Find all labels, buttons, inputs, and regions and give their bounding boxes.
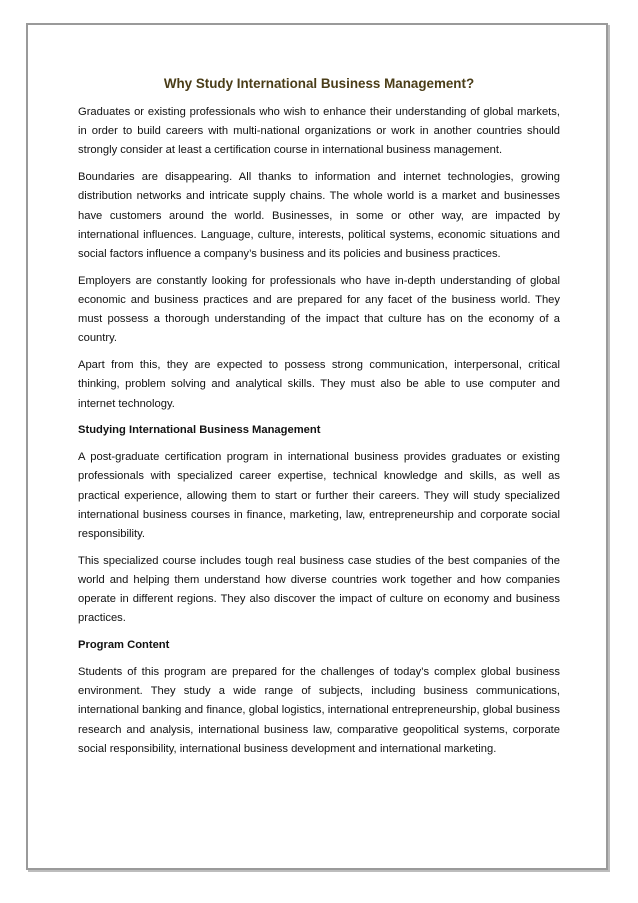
paragraph-subjects: Students of this program are prepared for the challenges of today’s complex global business environment. They study a wide range of subjects, including business communications, international banking and finance, global logistics, international entrepreneurship, global business research and analysis, international business law, comparative geopolitical systems, corporate social responsibility, international business development and international marketing. [78,666,560,755]
page-title: Why Study International Business Management? [163,76,475,91]
paragraph-skills: Apart from this, they are expected to possess strong communication, interpersonal, critical thinking, problem solving and analytical skills. They must also be able to use computer and internet technology. [78,359,560,410]
paragraph-employers: Employers are constantly looking for professionals who have in-depth understanding of global economic and business practices and are prepared for any facet of the business world. They must possess a thorough understanding of the impact that culture has on the economy of a country. [78,274,560,345]
paragraph-program: A post-graduate certification program in international business provides graduates or existing professionals with specialized career expertise, technical knowledge and skills, as well as practical experience, allowing them to start or further their careers. They will study specialized international business courses in finance, marketing, law, entrepreneurship and corporate social responsibility. [78,451,560,541]
paragraph-intro: Graduates or existing professionals who wish to enhance their understanding of global markets, in order to build careers with multi-national organizations or work in another countries should strongly consider at least a certification course in international business management. [78,106,560,157]
document-body [78,75,560,767]
paragraph-boundaries: Boundaries are disappearing. All thanks to information and internet technologies, growing distribution networks and intricate supply chains. The whole world is a market and businesses have customers around the world. Businesses, in some or other way, are impacted by international influences. Language, culture, interests, political systems, economic situations and social factors influence a company’s business and its policies and business practices. [78,171,560,261]
paragraph-case-studies: This specialized course includes tough real business case studies of the best companies of the world and helping them understand how diverse countries work together and how companies operate in different regions. They also discover the impact of culture on economy and business practices. [78,554,560,625]
section-heading-studying: Studying International Business Management [78,424,321,437]
section-heading-program-content: Program Content [78,639,170,652]
